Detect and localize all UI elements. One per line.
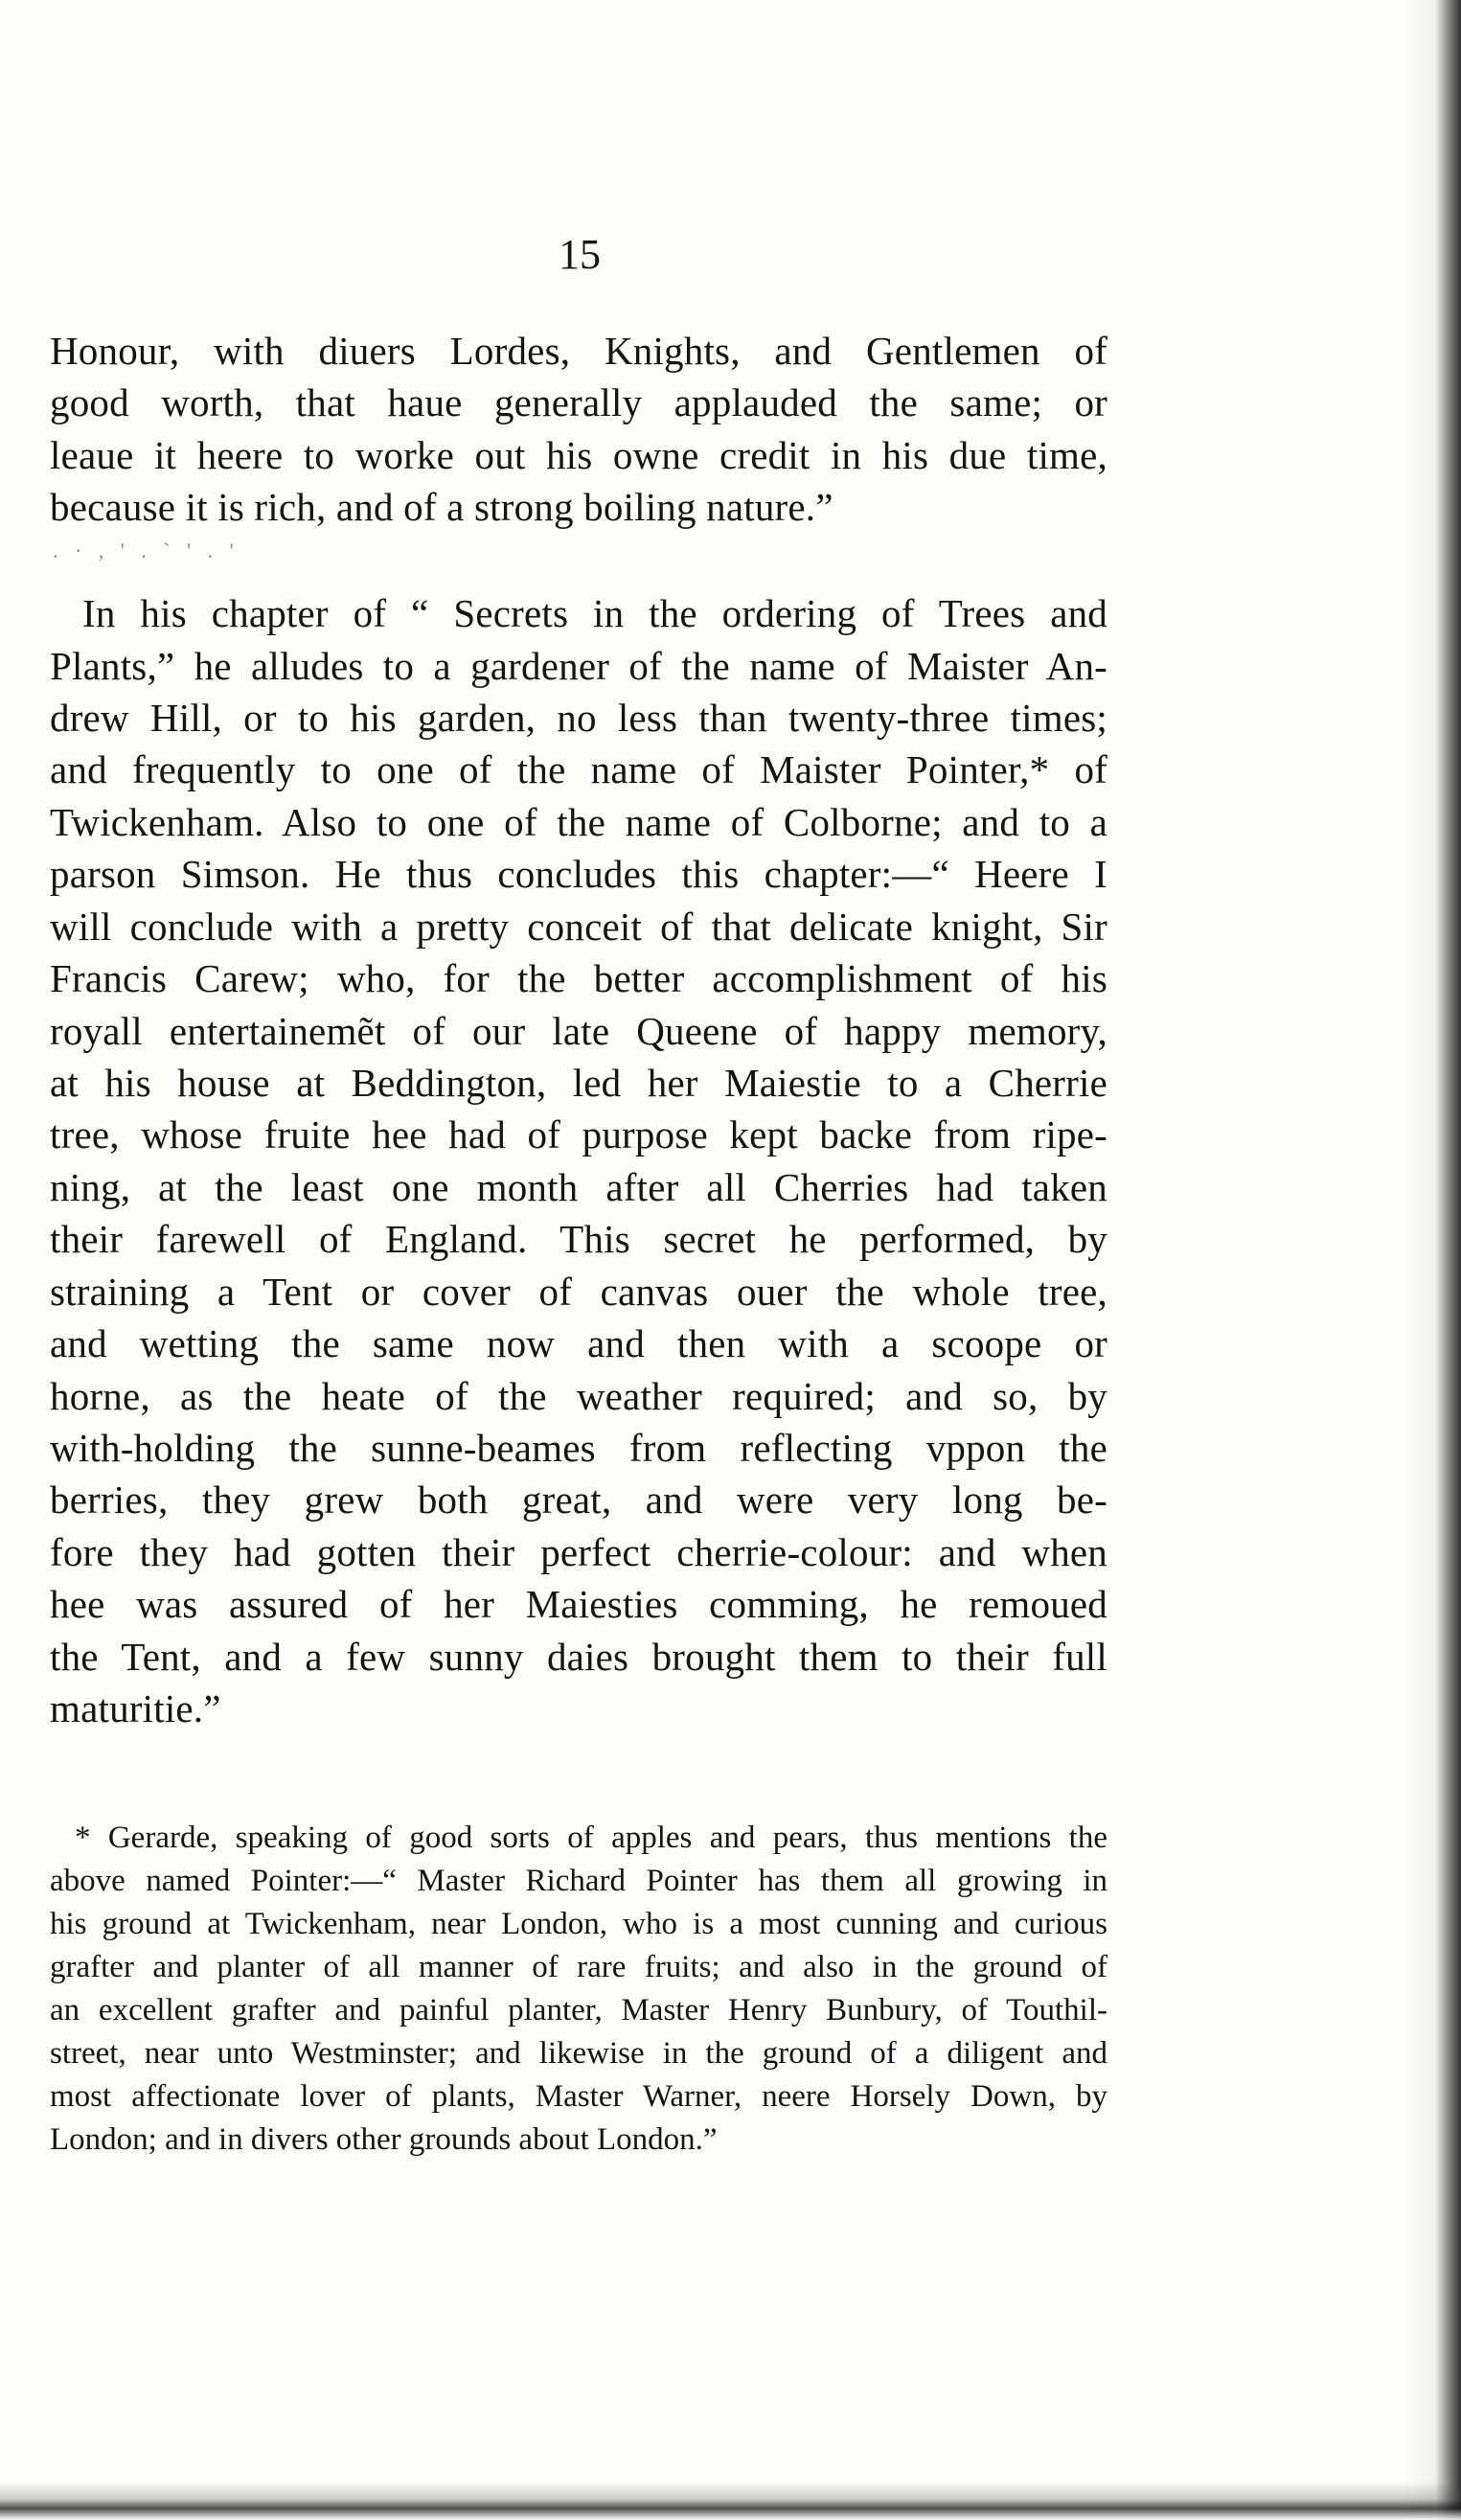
text-line: Honour, with diuers Lordes, Knights, and Gentlemen of [50, 329, 1107, 373]
footnote-line: * Gerarde, speaking of good sorts of apples and pears, thus mentions the [75, 1821, 1107, 1855]
footnote-line: his ground at Twickenham, near London, who is a most cunning and curious [50, 1907, 1107, 1941]
text-line: at his house at Beddington, led her Maiestie to a Cherrie [50, 1061, 1107, 1105]
text-line: Francis Carew; who, for the better accomplishment of his [50, 956, 1107, 1000]
text-line: ning, at the least one month after all Cherries had taken [50, 1165, 1107, 1209]
text-line: drew Hill, or to his garden, no less than twenty-three times; [50, 696, 1107, 740]
footnote-line: street, near unto Westminster; and likewise in the ground of a diligent and [50, 2036, 1107, 2071]
text-line: parson Simson. He thus concludes this chapter:—“ Heere I [50, 852, 1107, 896]
page-number: 15 [559, 231, 601, 278]
text-line: with-holding the sunne-beames from reflecting vppon the [50, 1426, 1107, 1470]
footnote-line: London; and in divers other grounds about London.” [50, 2122, 718, 2157]
text-line: good worth, that haue generally applauded the same; or [50, 380, 1107, 424]
footnote-line: an excellent grafter and painful planter, Master Henry Bunbury, of Touthil- [50, 1993, 1107, 2027]
text-line: because it is rich, and of a strong boiling nature.” [50, 485, 833, 529]
text-line: and frequently to one of the name of Maister Pointer,* of [50, 747, 1107, 791]
text-line: berries, they grew both great, and were very long be- [50, 1478, 1107, 1522]
print-specks: . · , ' . ` ' . ' [53, 538, 240, 562]
text-line: maturitie.” [50, 1686, 221, 1730]
footnote-line: above named Pointer:—“ Master Richard Pointer has them all growing in [50, 1864, 1107, 1898]
text-line: will conclude with a pretty conceit of that delicate knight, Sir [50, 905, 1107, 949]
text-line: fore they had gotten their perfect cherrie-colour: and when [50, 1530, 1107, 1574]
footnote-line: grafter and planter of all manner of rare fruits; and also in the ground of [50, 1950, 1107, 1984]
page-bottom-edge [0, 2482, 1461, 2520]
page-edge-shadow [1404, 0, 1461, 2520]
text-line: their farewell of England. This secret he performed, by [50, 1217, 1107, 1261]
text-line: straining a Tent or cover of canvas ouer the whole tree, [50, 1270, 1107, 1314]
text-line: Twickenham. Also to one of the name of Colborne; and to a [50, 800, 1107, 844]
text-line: Plants,” he alludes to a gardener of the name of Maister An- [50, 644, 1107, 688]
text-line: royall entertainemẽt of our late Queene of happy memory, [50, 1009, 1107, 1053]
text-line: horne, as the heate of the weather required; and so, by [50, 1374, 1107, 1418]
footnote-line: most affectionate lover of plants, Master Warner, neere Horsely Down, by [50, 2079, 1107, 2114]
text-line: hee was assured of her Maiesties comming, he remoued [50, 1582, 1107, 1626]
text-line: and wetting the same now and then with a scoope or [50, 1321, 1107, 1365]
text-line: tree, whose fruite hee had of purpose kept backe from ripe- [50, 1112, 1107, 1157]
text-line: the Tent, and a few sunny daies brought them to their full [50, 1635, 1107, 1679]
text-line: In his chapter of “ Secrets in the ordering of Trees and [82, 591, 1107, 635]
text-line: leaue it heere to worke out his owne credit in his due time, [50, 433, 1107, 477]
